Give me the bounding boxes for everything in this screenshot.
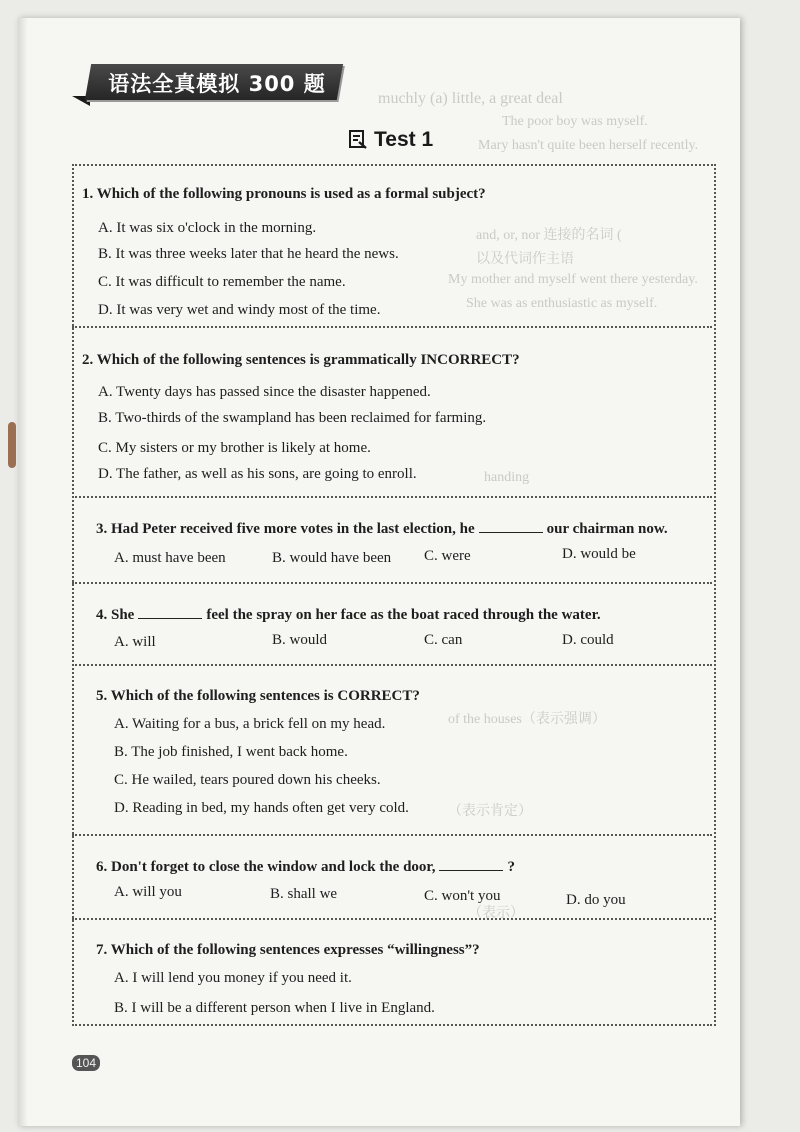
question-6-stem bbox=[96, 856, 515, 876]
divider bbox=[72, 664, 712, 666]
bleed-through: handing bbox=[484, 470, 530, 485]
question-3-option-a: A. must have been bbox=[114, 550, 226, 566]
question-4-option-d: D. could bbox=[562, 632, 614, 648]
section-banner bbox=[64, 64, 334, 122]
document-icon bbox=[348, 129, 368, 155]
question-3-blank bbox=[479, 518, 543, 533]
question-3-option-b: B. would have been bbox=[272, 550, 392, 566]
question-2-option-d: D. The father, as well as his sons, are going to enroll. bbox=[98, 466, 417, 482]
question-5-option-d: D. Reading in bed, my hands often get very cold. bbox=[114, 800, 409, 816]
bleed-through: The poor boy was myself. bbox=[502, 114, 648, 129]
question-5-stem: 5. Which of the following sentences is CORRECT? bbox=[96, 688, 420, 704]
divider bbox=[72, 918, 712, 920]
bleed-through: 以及代词作主语 bbox=[476, 252, 574, 267]
question-7-option-a: A. I will lend you money if you need it. bbox=[114, 970, 352, 986]
question-5-option-b: B. The job finished, I went back home. bbox=[114, 744, 348, 760]
test-title bbox=[348, 128, 433, 155]
question-1-stem: 1. Which of the following pronouns is used as a formal subject? bbox=[82, 186, 486, 202]
question-4-blank bbox=[138, 604, 202, 619]
question-4-option-a: A. will bbox=[114, 634, 156, 650]
bleed-through: and, or, nor 连接的名词 ( bbox=[476, 228, 622, 243]
question-4-option-b: B. would bbox=[272, 632, 328, 648]
question-4-stem-end: feel the spray on her face as the boat raced through the water. bbox=[206, 607, 601, 623]
question-5-option-c: C. He wailed, tears poured down his cheeks. bbox=[114, 772, 381, 788]
bleed-through: Mary hasn't quite been herself recently. bbox=[478, 138, 699, 153]
bleed-through: muchly (a) little, a great deal bbox=[378, 90, 563, 107]
divider bbox=[72, 834, 712, 836]
question-4-stem-start: 4. She bbox=[96, 607, 135, 623]
spine-shadow bbox=[18, 18, 28, 1126]
question-3-option-d: D. would be bbox=[562, 546, 636, 562]
bleed-through: （表示） bbox=[468, 906, 524, 921]
question-3-option-c: C. were bbox=[424, 548, 471, 564]
question-1-option-b: B. It was three weeks later that he heard the news. bbox=[98, 246, 399, 262]
bleed-through: She was as enthusiastic as myself. bbox=[466, 296, 658, 311]
question-1-option-d: D. It was very wet and windy most of the time. bbox=[98, 302, 381, 318]
question-7-option-b: B. I will be a different person when I live in England. bbox=[114, 1000, 435, 1016]
question-7-stem: 7. Which of the following sentences expresses “willingness”? bbox=[96, 942, 480, 958]
banner-title: 语法全真模拟 300 题 bbox=[108, 72, 326, 96]
question-6-stem-start: 6. Don't forget to close the window and lock the door, bbox=[96, 859, 436, 875]
question-6-option-d: D. do you bbox=[566, 892, 626, 908]
bleed-through: （表示肯定） bbox=[448, 804, 532, 819]
question-6-blank bbox=[439, 856, 503, 871]
page-number: 104 bbox=[72, 1055, 100, 1071]
question-1-option-c: C. It was difficult to remember the name. bbox=[98, 274, 346, 290]
question-6-stem-end: ? bbox=[507, 859, 515, 875]
test-title-text: Test 1 bbox=[374, 128, 434, 151]
question-5-option-a: A. Waiting for a bus, a brick fell on my head. bbox=[114, 716, 386, 732]
question-6-option-c: C. won't you bbox=[424, 888, 501, 904]
question-4-option-c: C. can bbox=[424, 632, 463, 648]
question-2-stem: 2. Which of the following sentences is grammatically INCORRECT? bbox=[82, 352, 520, 368]
bleed-through: of the houses（表示强调） bbox=[448, 712, 606, 727]
question-2-option-a: A. Twenty days has passed since the disaster happened. bbox=[98, 384, 431, 400]
question-4-stem bbox=[96, 604, 601, 624]
question-1-option-a: A. It was six o'clock in the morning. bbox=[98, 220, 317, 236]
frame-bottom bbox=[72, 1024, 712, 1026]
bleed-through: My mother and myself went there yesterday. bbox=[448, 272, 698, 287]
divider bbox=[72, 496, 712, 498]
question-6-option-b: B. shall we bbox=[270, 886, 338, 902]
question-6-option-a: A. will you bbox=[114, 884, 182, 900]
question-3-stem bbox=[96, 518, 668, 538]
divider bbox=[72, 582, 712, 584]
question-3-stem-end: our chairman now. bbox=[546, 521, 668, 537]
question-3-stem-start: 3. Had Peter received five more votes in the last election, he bbox=[96, 521, 475, 537]
question-2-option-c: C. My sisters or my brother is likely at home. bbox=[98, 440, 371, 456]
divider bbox=[72, 326, 712, 328]
page-tab-marker bbox=[8, 422, 16, 468]
question-2-option-b: B. Two-thirds of the swampland has been reclaimed for farming. bbox=[98, 410, 487, 426]
